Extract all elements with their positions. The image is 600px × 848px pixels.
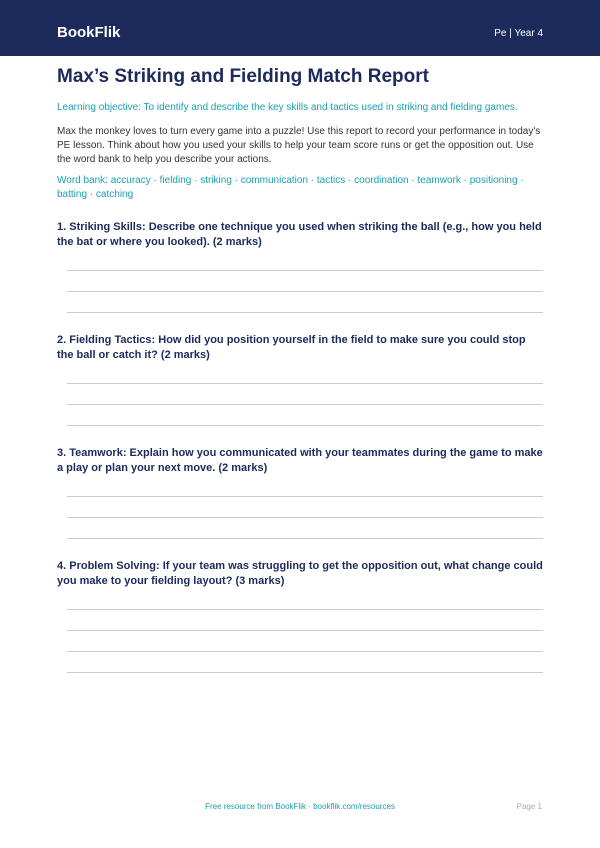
answer-line[interactable] [67, 630, 543, 631]
answer-line[interactable] [67, 672, 543, 673]
question-text: 3. Teamwork: Explain how you communicated with your teammates during the game to make a play or plan your next move. (2 marks) [57, 447, 543, 474]
answer-line[interactable] [67, 270, 543, 271]
word-bank: Word bank: accuracy · fielding · striking · communication · tactics · coordination · teamwork · positioning · batting · catching [57, 175, 524, 200]
question-4 [57, 559, 543, 673]
question-1 [57, 220, 543, 313]
answer-line[interactable] [67, 291, 543, 292]
question-2 [57, 333, 543, 426]
page-number: Page 1 [516, 802, 542, 811]
worksheet-content [57, 66, 543, 693]
question-3 [57, 446, 543, 539]
question-text: 2. Fielding Tactics: How did you position yourself in the field to make sure you could stop the ball or catch it? (2 marks) [57, 334, 526, 361]
brand-logo: BookFlik [57, 24, 121, 41]
answer-lines [57, 496, 543, 539]
header-bar [0, 0, 600, 56]
answer-line[interactable] [67, 404, 543, 405]
page-title: Max’s Striking and Fielding Match Report [57, 66, 429, 87]
answer-line[interactable] [67, 609, 543, 610]
footer-resource-link[interactable]: Free resource from BookFlik · bookflik.com/resources [205, 802, 395, 811]
answer-lines [57, 270, 543, 313]
question-text: 1. Striking Skills: Describe one technique you used when striking the ball (e.g., how you held the bat or where you looked). (2 marks) [57, 221, 542, 248]
question-text: 4. Problem Solving: If your team was struggling to get the opposition out, what change could you make to your fielding layout? (3 marks) [57, 560, 543, 587]
learning-objective: Learning objective: To identify and describe the key skills and tactics used in striking and fielding games. [57, 102, 518, 113]
answer-line[interactable] [67, 538, 543, 539]
answer-line[interactable] [67, 496, 543, 497]
answer-line[interactable] [67, 312, 543, 313]
answer-lines [57, 383, 543, 426]
answer-line[interactable] [67, 517, 543, 518]
answer-line[interactable] [67, 651, 543, 652]
intro-text: Max the monkey loves to turn every game into a puzzle! Use this report to record your performance in today's PE lesson. Think about how you used your skills to help your team score runs or get the opposition out. Use the word bank to help you describe your actions. [57, 126, 541, 165]
answer-lines [57, 609, 543, 673]
answer-line[interactable] [67, 425, 543, 426]
answer-line[interactable] [67, 383, 543, 384]
subject-year-label: Pe | Year 4 [494, 28, 543, 39]
